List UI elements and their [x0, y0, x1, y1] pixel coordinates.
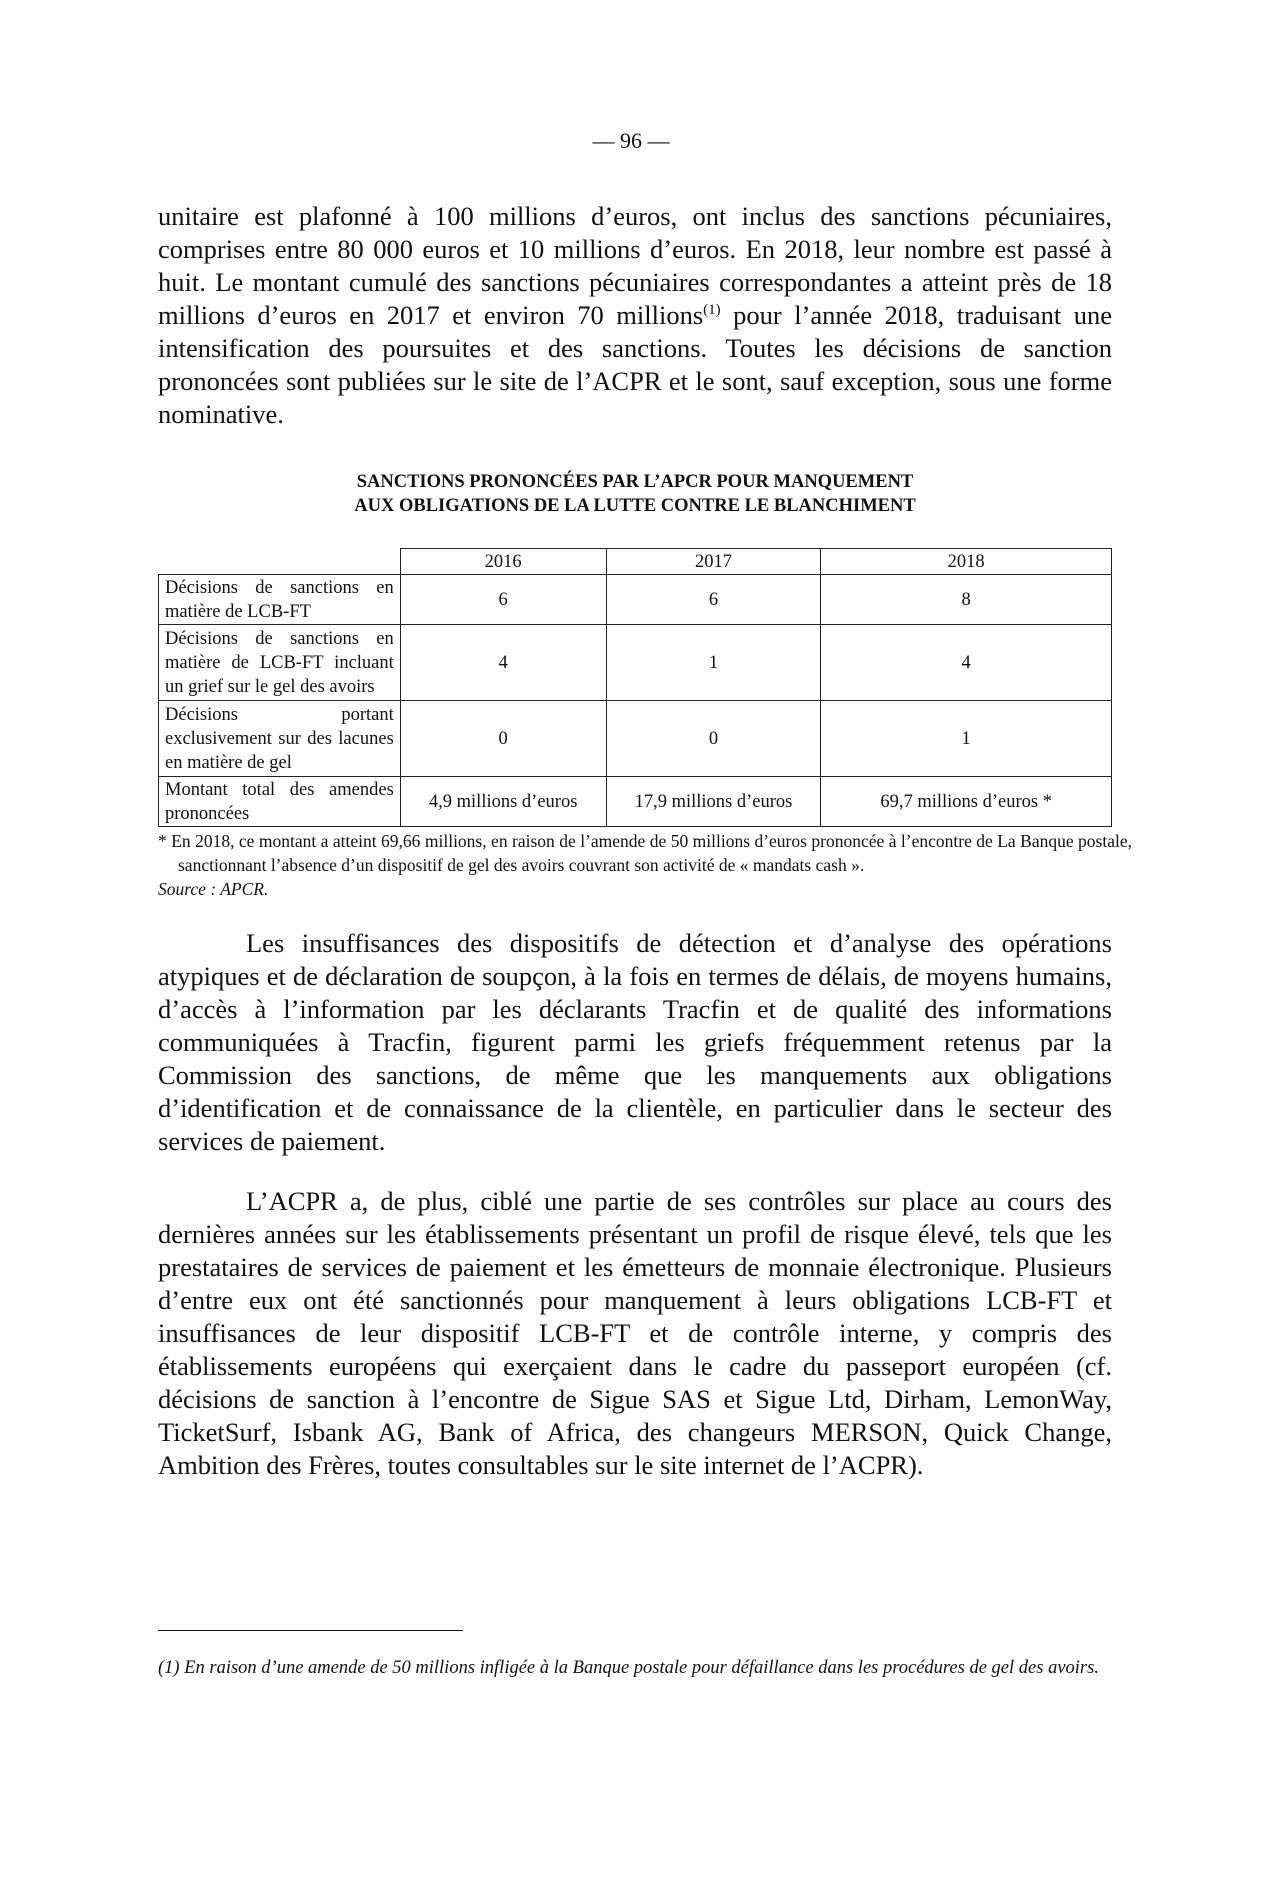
row-label: Décisions de sanctions en matière de LCB-FT incluant un grief sur le gel des avoirs	[159, 625, 401, 701]
year-header-2017: 2017	[606, 549, 821, 575]
year-header-2016: 2016	[400, 549, 606, 575]
table-row	[159, 575, 1112, 625]
table-cell: 6	[400, 575, 606, 625]
table-cell: 0	[400, 701, 606, 777]
table-cell: 1	[821, 701, 1112, 777]
table-title-line-2: AUX OBLIGATIONS DE LA LUTTE CONTRE LE BLANCHIMENT	[354, 496, 916, 516]
table-title-line-1: SANCTIONS PRONONCÉES PAR L’APCR POUR MANQUEMENT	[356, 472, 914, 492]
table-cell: 0	[606, 701, 821, 777]
paragraph-1	[158, 200, 1112, 431]
table-header-row	[159, 549, 1112, 575]
table-cell: 4	[821, 625, 1112, 701]
table-cell: 8	[821, 575, 1112, 625]
page-number: — 96 —	[592, 128, 670, 153]
table-cell: 4	[400, 625, 606, 701]
year-header-2018: 2018	[821, 549, 1112, 575]
row-label: Décisions portant exclusivement sur des lacunes en matière de gel	[159, 701, 401, 777]
table-row	[159, 625, 1112, 701]
footnote-divider	[158, 1630, 463, 1631]
paragraph-1-text-b: pour l’année 2018, traduisant une intensification des poursuites et des sanctions. Toutes les décisions de sanction prononcées sont publiées sur le site de l’ACPR et le sont, sauf exception, sous une forme nominative.	[158, 300, 1113, 429]
row-label: Montant total des amendes prononcées	[159, 777, 401, 827]
paragraph-3: L’ACPR a, de plus, ciblé une partie de ses contrôles sur place au cours des dernières années sur les établissements présentant un profil de risque élevé, tels que les prestataires de services de paiement et les émetteurs de monnaie électronique. Plusieurs d’entre eux ont été sanctionnés pour manquement à leurs obligations LCB-FT et insuffisances de leur dispositif LCB-FT et de contrôle interne, y compris des établissements européens qui exerçaient dans le cadre du passeport européen (cf. décisions de sanction à l’encontre de Sigue SAS et Sigue Ltd, Dirham, LemonWay, TicketSurf, Isbank AG, Bank of Africa, des changeurs MERSON, Quick Change, Ambition des Frères, toutes consultables sur le site internet de l’ACPR).	[158, 1186, 1112, 1480]
table-note: * En 2018, ce montant a atteint 69,66 millions, en raison de l’amende de 50 millions d’euros prononcée à l’encontre de La Banque postale, sanctionnant l’absence d’un dispositif de gel des avoirs couvrant son activité de « mandats cash ».	[158, 831, 1132, 875]
table-source: Source : APCR.	[158, 879, 269, 899]
row-label: Décisions de sanctions en matière de LCB-FT	[159, 575, 401, 625]
table-title	[158, 470, 1112, 518]
footnote: (1) En raison d’une amende de 50 millions infligée à la Banque postale pour défaillance dans les procédures de gel des avoirs.	[158, 1658, 1099, 1678]
table-cell: 1	[606, 625, 821, 701]
table-corner-cell	[159, 549, 401, 575]
table-cell: 4,9 millions d’euros	[400, 777, 606, 827]
footnote-reference[interactable]: (1)	[703, 302, 721, 318]
sanctions-table	[158, 548, 1112, 827]
table-cell: 17,9 millions d’euros	[606, 777, 821, 827]
table-cell: 6	[606, 575, 821, 625]
paragraph-1-text-a: unitaire est plafonné à 100 millions d’euros, ont inclus des sanctions pécuniaires, comprises entre 80 000 euros et 10 millions d’euros. En 2018, leur nombre est passé à huit. Le montant cumulé des sanctions pécuniaires correspondantes a atteint près de 18 millions d’euros en 2017 et environ 70 millions	[158, 201, 1112, 330]
table-cell: 69,7 millions d’euros *	[821, 777, 1112, 827]
table-row	[159, 701, 1112, 777]
table-row	[159, 777, 1112, 827]
paragraph-2: Les insuffisances des dispositifs de détection et d’analyse des opérations atypiques et de déclaration de soupçon, à la fois en termes de délais, de moyens humains, d’accès à l’information par les déclarants Tracfin et de qualité des informations communiquées à Tracfin, figurent parmi les griefs fréquemment retenus par la Commission des sanctions, de même que les manquements aux obligations d’identification et de connaissance de la clientèle, en particulier dans le secteur des services de paiement.	[158, 928, 1112, 1156]
